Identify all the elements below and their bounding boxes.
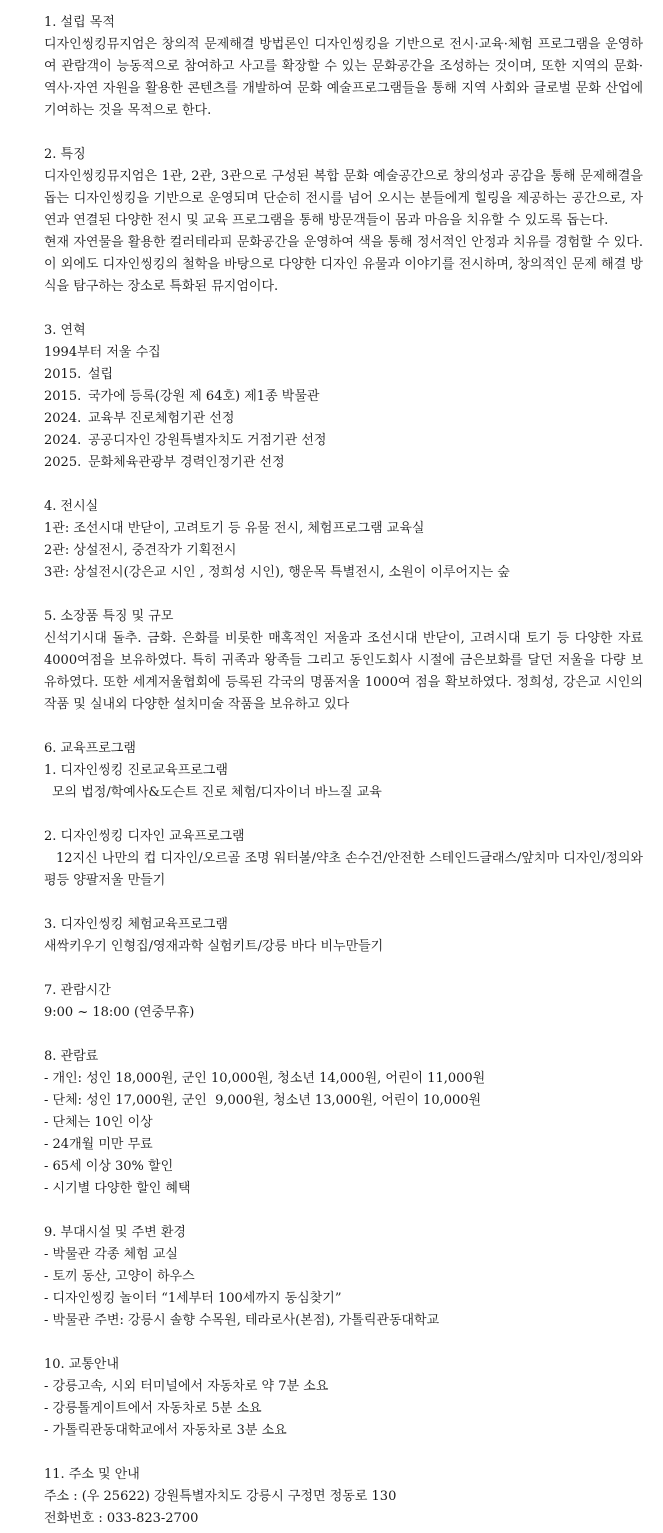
history-year: 2015. [44,367,82,382]
history-row [44,408,643,430]
program-detail: 새싹키우기 인형집/영재과학 실험키트/강릉 바다 비누만들기 [44,939,384,954]
amenity-item: - 디자인씽킹 놀이터 “1세부터 100세까지 동심찾기” [44,1291,342,1306]
facility-item: 3관: 상설전시(강은교 시인 , 정희성 시인), 행운목 특별전시, 소원이 이루어지는 숲 [44,565,510,580]
section-collection [44,606,643,716]
transport-item: - 강릉톨게이트에서 자동차로 5분 소요 [44,1401,262,1416]
history-text: 공공디자인 강원특별자치도 거점기관 선정 [88,433,327,448]
purpose-body: 디자인씽킹뮤지엄은 창의적 문제해결 방법론인 디자인씽킹을 기반으로 전시·교육·체험 프로그램을 운영하여 관람객이 능동적으로 참여하고 사고를 확장할 수 있는 문화공간을 조성하는 것이며, 또한 지역의 문화·역사·자연 자원을 활용한 콘텐츠를 개발하여 문화 예술프로그램들을 통해 지역 사회와 글로벌 문화 산업에 기여하는 것을 목적으로 한다. [44,37,643,118]
section-heading: 10. 교통안내 [44,1357,120,1372]
fee-item: - 단체: 성인 17,000원, 군인 9,000원, 청소년 13,000원, 어린이 10,000원 [44,1093,482,1108]
section-heading: 7. 관람시간 [44,983,111,998]
program-title: 3. 디자인씽킹 체험교육프로그램 [44,917,228,932]
history-row [44,342,643,364]
program-detail: 모의 법정/학예사&도슨트 진로 체험/디자이너 바느질 교육 [52,785,382,800]
hours-text: 9:00 ~ 18:00 (연중무휴) [44,1005,195,1020]
section-fees [44,1046,643,1200]
section-features [44,144,643,298]
program-block [44,760,643,804]
program-title: 1. 디자인씽킹 진로교육프로그램 [44,763,228,778]
program-block [44,914,643,958]
facility-item: 1관: 조선시대 반닫이, 고려토기 등 유물 전시, 체험프로그램 교육실 [44,521,425,536]
fee-item: - 단체는 10인 이상 [44,1115,153,1130]
section-purpose [44,12,643,122]
section-heading: 9. 부대시설 및 주변 환경 [44,1225,186,1240]
history-text: 교육부 진로체험기관 선정 [88,411,235,426]
program-block [44,826,643,892]
section-hours [44,980,643,1024]
history-row [44,452,643,474]
features-body-2: 현재 자연물을 활용한 컬러테라피 문화공간을 운영하여 색을 통해 정서적인 안정과 치유를 경험할 수 있다. 이 외에도 디자인씽킹의 철학을 바탕으로 다양한 디자인 유물과 이야기를 전시하며, 창의적인 문제 해결 방식을 탐구하는 장소로 특화된 뮤지엄이다. [44,235,643,294]
address-text: 주소 : (우 25622) 강원특별자치도 강릉시 구정면 정동로 130 [44,1489,397,1504]
history-text: 저울 수집 [106,345,161,360]
section-amenities [44,1222,643,1332]
section-heading: 8. 관람료 [44,1049,99,1064]
history-row [44,430,643,452]
section-heading: 2. 특징 [44,147,86,162]
program-title: 2. 디자인씽킹 디자인 교육프로그램 [44,829,245,844]
transport-item: - 강릉고속, 시외 터미널에서 자동차로 약 7분 소요 [44,1379,329,1394]
transport-item: - 가톨릭관동대학교에서 자동차로 3분 소요 [44,1423,287,1438]
history-text: 문화체육관광부 경력인정기관 선정 [88,455,285,470]
history-text: 국가에 등록(강원 제 64호) 제1종 박물관 [88,389,320,404]
section-heading: 6. 교육프로그램 [44,741,136,756]
history-year: 2024. [44,411,82,426]
fee-item: - 시기별 다양한 할인 혜택 [44,1181,191,1196]
program-detail: 12지신 나만의 컵 디자인/오르골 조명 워터볼/약초 손수건/안전한 스테인드글래스/앞치마 디자인/정의와 평등 양팔저울 만들기 [44,851,643,888]
history-year: 1994부터 [44,345,103,360]
history-row [44,364,643,386]
history-row [44,386,643,408]
fee-item: - 65세 이상 30% 할인 [44,1159,174,1174]
amenity-item: - 박물관 주변: 강릉시 솔향 수목원, 테라로사(본점), 가톨릭관동대학교 [44,1313,440,1328]
facility-item: 2관: 상설전시, 중견작가 기획전시 [44,543,237,558]
features-body-1: 디자인씽킹뮤지엄은 1관, 2관, 3관으로 구성된 복합 문화 예술공간으로 창의성과 공감을 통해 문제해결을 돕는 디자인씽킹을 기반으로 운영되며 단순히 전시를 넘어 오시는 분들에게 힐링을 제공하는 공간으로, 자연과 연결된 다양한 전시 및 교육 프로그램을 통해 방문객들이 몸과 마음을 치유할 수 있도록 돕는다. [44,169,643,228]
history-year: 2015. [44,389,82,404]
section-heading: 5. 소장품 특징 및 규모 [44,609,174,624]
section-heading: 4. 전시실 [44,499,99,514]
fee-item: - 개인: 성인 18,000원, 군인 10,000원, 청소년 14,000원, 어린이 11,000원 [44,1071,486,1086]
section-contact [44,1464,643,1530]
section-heading: 1. 설립 목적 [44,15,115,30]
section-heading: 11. 주소 및 안내 [44,1467,140,1482]
history-text: 설립 [88,367,114,382]
section-education [44,738,643,958]
phone-text: 전화번호 : 033-823-2700 [44,1511,199,1526]
fee-item: - 24개월 미만 무료 [44,1137,153,1152]
amenity-item: - 박물관 각종 체험 교실 [44,1247,178,1262]
section-heading: 3. 연혁 [44,323,86,338]
section-facilities [44,496,643,584]
history-year: 2025. [44,455,82,470]
section-transport [44,1354,643,1442]
collection-body: 신석기시대 돌추. 금화. 은화를 비롯한 매혹적인 저울과 조선시대 반닫이, 고려시대 토기 등 다양한 자료 4000여점을 보유하였다. 특히 귀족과 왕족들 그리고 동인도회사 시절에 금은보화를 달던 저울을 다량 보유하였다. 또한 세계저울협회에 등록된 각국의 명품저울 1000여 점을 확보하였다. 정희성, 강은교 시인의 작품 및 실내외 다양한 설치미술 작품을 보유하고 있다 [44,631,643,712]
history-year: 2024. [44,433,82,448]
section-history [44,320,643,474]
amenity-item: - 토끼 동산, 고양이 하우스 [44,1269,195,1284]
